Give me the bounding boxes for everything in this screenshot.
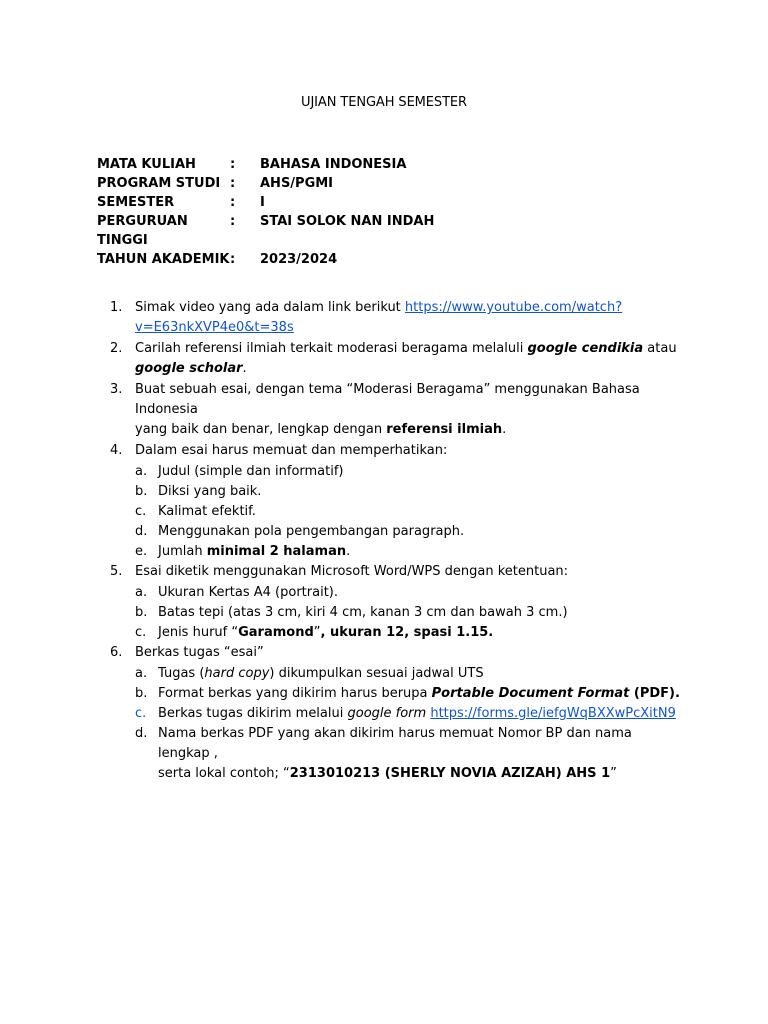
course-info (97, 155, 560, 269)
info-colon: : (230, 157, 236, 172)
emphasis-text: referensi ilmiah (386, 422, 503, 437)
info-key: SEMESTER (97, 195, 175, 210)
sub-item-text: Kalimat efektif. (158, 504, 256, 519)
info-value: AHS/PGMI (260, 176, 334, 191)
item-text: Carilah referensi ilmiah terkait moderasi beragama melaluli (135, 341, 528, 356)
item-text: Simak video yang ada dalam link berikut (135, 300, 405, 315)
item-number: 2. (110, 341, 123, 356)
sub-item (135, 684, 680, 704)
info-key: PROGRAM STUDI (97, 176, 221, 191)
sub-item (135, 664, 680, 684)
sub-item-text: Format berkas yang dikirim harus berupa (158, 686, 432, 701)
list-item (110, 339, 680, 379)
sub-item-text: Jumlah (158, 544, 207, 559)
sub-item-letter: b. (135, 605, 148, 620)
instruction-list (110, 298, 680, 784)
emphasis-text: Garamond (238, 625, 314, 640)
emphasis-text: google cendikia (527, 341, 644, 356)
item-number: 6. (110, 645, 123, 660)
sub-item-letter: d. (135, 524, 148, 539)
sub-item-text: ” (313, 625, 321, 640)
emphasis-text: , ukuran 12, spasi 1.15. (320, 625, 494, 640)
youtube-link[interactable]: https://www.youtube.com/watch? (404, 300, 623, 315)
emphasis-text: 2313010213 (SHERLY NOVIA AZIZAH) AHS 1 (289, 766, 611, 781)
item-text: atau (643, 341, 677, 356)
sub-item (135, 522, 680, 542)
info-key: MATA KULIAH (97, 157, 196, 172)
info-row (97, 193, 560, 212)
sub-item-letter: a. (135, 666, 148, 681)
emphasis-text: Portable Document Format (431, 686, 630, 701)
sub-item-text: ” (610, 766, 617, 781)
sub-item-letter: a. (135, 464, 148, 479)
sub-item-text: serta lokal contoh; “ (158, 766, 290, 781)
youtube-link-cont[interactable]: v=E63nkXVP4e0&t=38s (135, 320, 294, 335)
info-key: TAHUN AKADEMIK (97, 252, 230, 267)
info-value: BAHASA INDONESIA (260, 157, 407, 172)
info-colon: : (230, 214, 236, 229)
emphasis-text: minimal 2 halaman (206, 544, 347, 559)
sub-item (135, 583, 680, 603)
info-row (97, 155, 560, 174)
item-text: yang baik dan benar, lengkap dengan (135, 422, 387, 437)
sub-item (135, 704, 680, 724)
sub-item-text: Ukuran Kertas A4 (portrait). (158, 585, 338, 600)
sub-item (135, 603, 680, 623)
sub-item-text: Menggunakan pola pengembangan paragraph. (158, 524, 465, 539)
info-row (97, 212, 560, 231)
list-item (110, 298, 680, 338)
item-number: 5. (110, 564, 123, 579)
sub-item-letter: b. (135, 484, 148, 499)
info-value: I (260, 195, 265, 210)
sub-item-letter: d. (135, 726, 148, 741)
sub-item-letter: a. (135, 585, 148, 600)
item-text: Esai diketik menggunakan Microsoft Word/WPS dengan ketentuan: (135, 564, 569, 579)
info-row (97, 250, 560, 269)
info-colon (230, 231, 260, 250)
sub-item-text: Diksi yang baik. (158, 484, 262, 499)
info-value (260, 231, 560, 250)
italic-text: hard copy (204, 666, 270, 681)
item-text: Berkas tugas “esai” (135, 645, 264, 660)
info-key: TINGGI (97, 233, 148, 248)
info-colon: : (230, 252, 236, 267)
sub-item-letter: e. (135, 544, 148, 559)
info-row (97, 231, 560, 250)
sub-item (135, 462, 680, 482)
sub-item-text: Berkas tugas dikirim melalui (158, 706, 348, 721)
sub-item (135, 542, 680, 562)
sub-item-text: Tugas ( (158, 666, 205, 681)
list-item (110, 643, 680, 663)
info-value: 2023/2024 (260, 252, 338, 267)
emphasis-text: google scholar (135, 361, 243, 376)
info-key: PERGURUAN (97, 214, 188, 229)
sub-item-text: Nama berkas PDF yang akan dikirim harus memuat Nomor BP dan nama lengkap , (158, 726, 632, 761)
sub-item-text: Judul (simple dan informatif) (158, 464, 344, 479)
sub-item-letter: c. (135, 625, 147, 640)
sub-item-text: Jenis huruf “ (158, 625, 239, 640)
sub-item (135, 623, 680, 643)
sub-item-letter: b. (135, 686, 148, 701)
item-number: 3. (110, 382, 123, 397)
sub-item-text: ) dikumpulkan sesuai jadwal UTS (269, 666, 484, 681)
item-text: Dalam esai harus memuat dan memperhatikan: (135, 443, 448, 458)
item-text: . (242, 361, 247, 376)
page-title: UJIAN TENGAH SEMESTER (301, 95, 467, 110)
info-row (97, 174, 560, 193)
list-item (110, 441, 680, 461)
sub-item-text: Batas tepi (atas 3 cm, kiri 4 cm, kanan 3 cm dan bawah 3 cm.) (158, 605, 568, 620)
item-text: Buat sebuah esai, dengan tema “Moderasi Beragama” menggunakan Bahasa Indonesia (135, 382, 640, 417)
emphasis-text: (PDF). (629, 686, 680, 701)
sub-item (135, 724, 680, 784)
item-number: 4. (110, 443, 123, 458)
info-value: STAI SOLOK NAN INDAH (260, 214, 435, 229)
info-colon: : (230, 176, 236, 191)
sub-item (135, 502, 680, 522)
italic-text: google form (347, 706, 427, 721)
sub-item-text: . (346, 544, 351, 559)
list-item (110, 380, 680, 440)
sub-item-letter: c. (135, 504, 147, 519)
item-number: 1. (110, 300, 123, 315)
sub-item (135, 482, 680, 502)
google-form-link[interactable]: https://forms.gle/iefgWqBXXwPcXitN9 (430, 706, 676, 721)
list-item (110, 562, 680, 582)
info-colon: : (230, 195, 236, 210)
sub-item-letter: c. (135, 706, 147, 721)
item-text: . (502, 422, 507, 437)
